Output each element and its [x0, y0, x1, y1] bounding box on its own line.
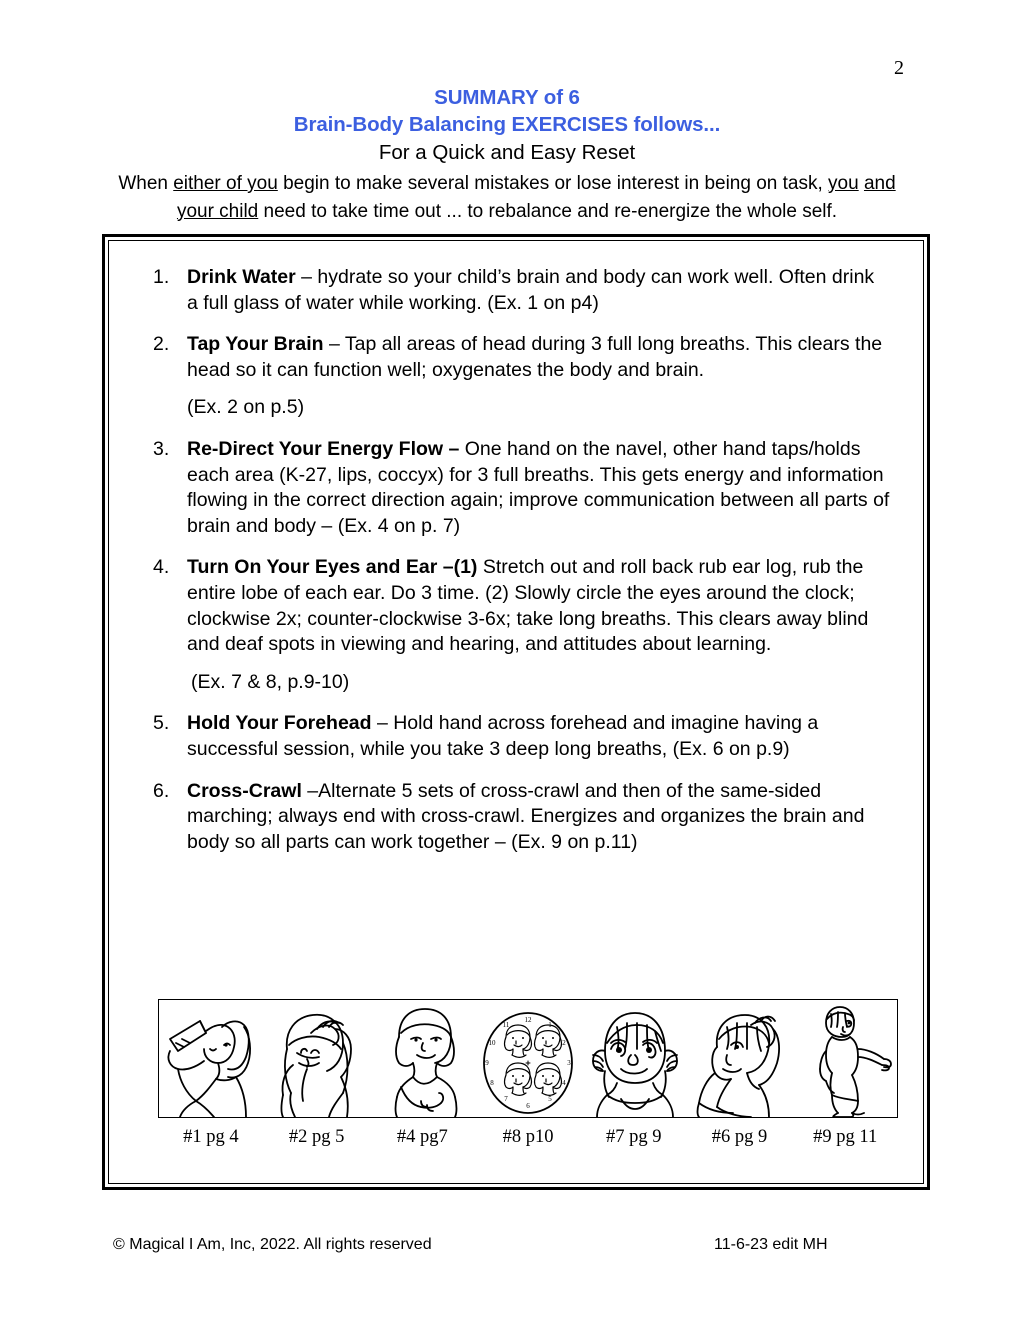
svg-text:3: 3	[567, 1059, 571, 1067]
list-item-body: One hand on the navel, other hand taps/holds each area (K-27, lips, coccyx) for 3 full breaths. This gets energy and information flowing in the correct direction again; improve communication between all parts of brain and body – (Ex. 4 on p. 7)	[187, 437, 890, 537]
list-item	[150, 265, 890, 316]
intro-paragraph	[100, 170, 914, 225]
list-item-body: Stretch out and roll back rub ear log, rub the entire lobe of each ear. Do 3 time. (2) Slowly circle the eyes around the clock; clockwise 2x; counter-clockwise 3-6x; take long breaths. This clears away blind and deaf spots in viewing and hearing, and attitudes about learning.	[187, 556, 869, 656]
list-item-title: Turn On Your Eyes and Ear –(1)	[187, 556, 478, 579]
list-item	[150, 555, 890, 657]
list-item	[150, 711, 890, 762]
svg-text:11: 11	[502, 1021, 510, 1029]
intro-underline-3: and your child	[176, 173, 896, 222]
list-item-body: – Hold hand across forehead and imagine having a successful session, while you take 3 deep long breaths, (Ex. 6 on p.9)	[187, 712, 819, 760]
page-subtitle: For a Quick and Easy Reset	[378, 141, 636, 164]
illustration-cell	[475, 1000, 580, 1117]
illustration-cell	[370, 1000, 475, 1117]
list-item-note: (Ex. 7 & 8, p.9-10)	[191, 670, 350, 693]
page-title-line-2: Brain-Body Balancing EXERCISES follows...	[293, 113, 721, 136]
footer-copyright: © Magical I Am, Inc, 2022. All rights reserved	[113, 1236, 432, 1253]
illustration-caption: #7 pg 9	[605, 1127, 662, 1147]
illustration-cell	[686, 1000, 791, 1117]
illustration-cell	[581, 1000, 686, 1117]
hand-on-forehead-figure-icon	[689, 1005, 789, 1117]
list-item-number: 2.	[153, 333, 170, 356]
list-item-body: – hydrate so your child’s brain and body can work well. Often drink a full glass of water while working. (Ex. 1 on p4)	[187, 266, 875, 314]
svg-text:7: 7	[504, 1095, 508, 1103]
svg-text:9: 9	[485, 1059, 489, 1067]
list-item-title: Hold Your Forehead	[187, 712, 372, 735]
illustration-cell	[264, 1000, 369, 1117]
cross-crawl-figure-icon	[794, 1005, 894, 1117]
svg-text:10: 10	[488, 1039, 496, 1047]
hand-on-navel-figure-icon	[373, 1005, 473, 1117]
drinking-water-figure-icon	[162, 1005, 262, 1117]
list-item-body: –Alternate 5 sets of cross-crawl and then of the same-sided marching; always end with cross-crawl. Energizes and organizes the brain and body so all parts can work together – (Ex. 9 on p.11)	[187, 779, 865, 853]
svg-text:4: 4	[562, 1079, 566, 1087]
svg-text:8: 8	[490, 1079, 494, 1087]
intro-underline-2: you	[828, 173, 859, 194]
illustration-captions	[158, 1127, 898, 1148]
list-item-note: (Ex. 2 on p.5)	[187, 396, 305, 419]
list-item-number: 6.	[153, 779, 170, 802]
illustration-caption: #2 pg 5	[288, 1127, 345, 1147]
list-item	[150, 332, 890, 383]
list-item-number: 3.	[153, 437, 170, 460]
intro-text-1: When	[118, 173, 174, 194]
holding-ears-figure-icon	[583, 1005, 683, 1117]
svg-text:12: 12	[524, 1016, 532, 1024]
svg-text:5: 5	[548, 1095, 552, 1103]
list-item	[150, 779, 890, 856]
exercise-list	[150, 265, 890, 871]
illustration-cell	[792, 1000, 897, 1117]
illustration-caption: #6 pg 9	[711, 1127, 768, 1147]
list-item-title: Drink Water	[187, 266, 296, 288]
tapping-head-figure-icon	[267, 1005, 367, 1117]
svg-text:1: 1	[548, 1021, 552, 1029]
list-item-number: 4.	[153, 556, 170, 579]
list-item-number: 1.	[153, 266, 170, 288]
illustration-caption: #1 pg 4	[183, 1127, 239, 1147]
eye-clock-figure-icon	[478, 1005, 578, 1117]
exercises-box	[102, 234, 930, 1190]
page-title-line-1: SUMMARY of 6	[434, 86, 580, 109]
svg-text:2: 2	[562, 1039, 566, 1047]
list-item	[150, 437, 890, 539]
intro-text-4: need to take time out ... to rebalance and re-energize the whole self.	[258, 200, 838, 222]
illustration-cell	[159, 1000, 264, 1117]
illustration-caption: #9 pg 11	[813, 1127, 878, 1147]
list-item-number: 5.	[153, 712, 170, 735]
list-item-body: – Tap all areas of head during 3 full long breaths. This clears the head so it can function well; oxygenates the body and brain.	[187, 333, 883, 381]
illustration-caption: #8 p10	[502, 1127, 554, 1147]
svg-text:6: 6	[526, 1102, 530, 1110]
list-item-title: Cross-Crawl	[187, 779, 302, 802]
illustration-strip	[158, 999, 898, 1118]
page-number: 2	[894, 57, 904, 79]
intro-underline-1: either of you	[173, 173, 278, 194]
list-item-title: Tap Your Brain	[187, 333, 324, 356]
footer-revision: 11-6-23 edit MH	[714, 1236, 828, 1253]
list-item-title: Re-Direct Your Energy Flow –	[187, 437, 460, 460]
intro-text-2: begin to make several mistakes or lose interest in being on task,	[277, 173, 829, 194]
illustration-caption: #4 pg7	[396, 1127, 448, 1147]
document-header	[100, 84, 914, 225]
